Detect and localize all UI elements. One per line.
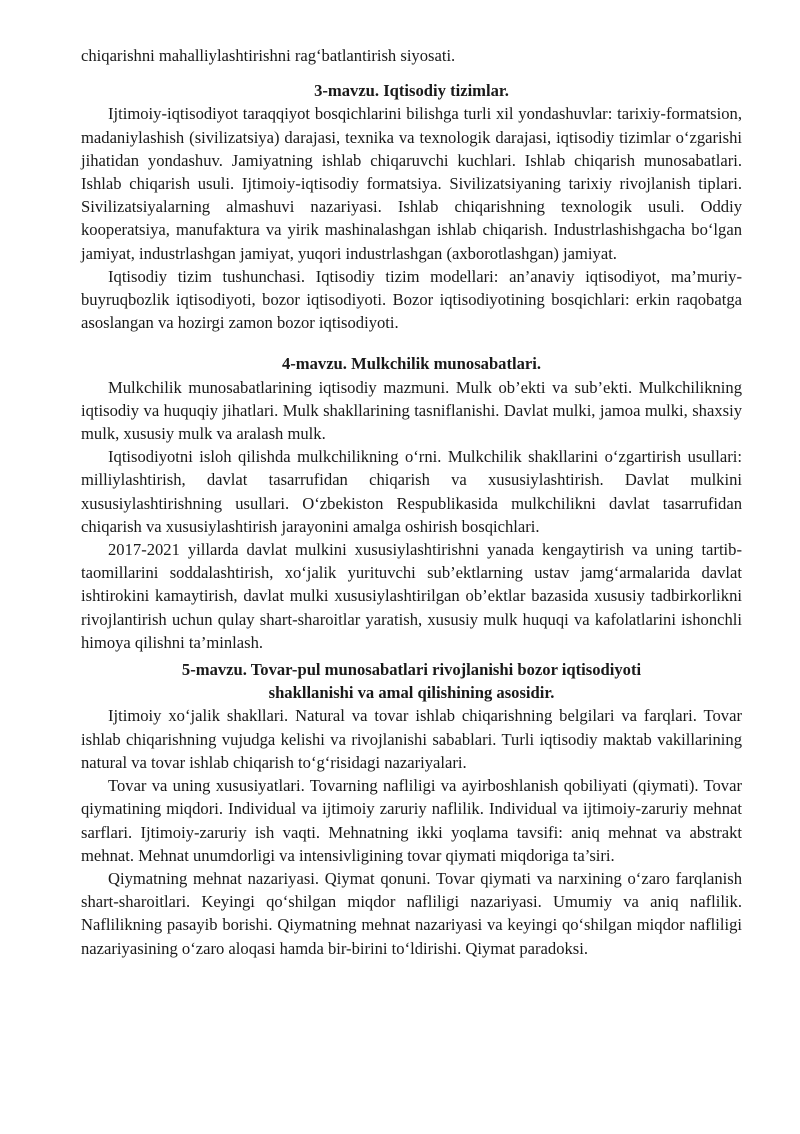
section-4-title: 4-mavzu. Mulkchilik munosabatlari. xyxy=(281,354,542,374)
section-5-title-line-1: 5-mavzu. Tovar-pul munosabatlari rivojlanishi bozor iqtisodiyoti xyxy=(181,660,642,680)
section-3-paragraph-2: Iqtisodiy tizim tushunchasi. Iqtisodiy tizim modellari: an’anaviy iqtisodiyot, ma’muriy-buyruqbozlik iqtisodiyoti, bozor iqtisodiyoti. Bozor iqtisodiyotining bosqichlari: erkin raqobatga asoslangan va hozirgi zamon bozor iqtisodiyoti. xyxy=(81,266,742,333)
section-5-title xyxy=(81,658,742,704)
section-4-paragraph-3: 2017-2021 yillarda davlat mulkini xususiylashtirishni yanada kengaytirish va uning tartib-taomillarini soddalashtirish, xo‘jalik yurituvchi sub’ektlarning ustav jamg‘armalarida davlat ishtirokini kamaytirish, davlat mulki xususiylashtirilgan ob’ektlar bazasida xususiy tadbirkorlikni rivojlantirish uchun qulay shart-sharoitlar yaratish, xususiy mulk huquqi va kafolatlarini ishonchli himoya qilishni ta’minlash. xyxy=(81,540,742,652)
section-5-paragraph-3: Qiymatning mehnat nazariyasi. Qiymat qonuni. Tovar qiymati va narxining o‘zaro farqlanish shart-sharoitlari. Keyingi qo‘shilgan miqdor nafliligi nazariyasi. Umumiy va aniq naflilik. Naflilikning pasayib borishi. Qiymatning mehnat nazariyasi va keyingi qo‘shilgan miqdor nafliligi nazariyasining o‘zaro aloqasi hamda bir-birini to‘ldirishi. Qiymat paradoksi. xyxy=(81,868,742,958)
section-3-title: 3-mavzu. Iqtisodiy tizimlar. xyxy=(314,81,509,101)
section-5-paragraph-2: Tovar va uning xususiyatlari. Tovarning nafliligi va ayirboshlanish qobiliyati (qiymati). Tovar qiymatining miqdori. Individual va ijtimoiy zaruriy naflilik. Individual va ijtimoiy-zaruriy mehnat sarflari. Ijtimoiy-zaruriy ish vaqti. Mehnatning ikki yoqlama tavsifi: aniq mehnat va abstrakt mehnat. Mehnat unumdorligi va intensivligining tovar qiymati miqdoriga ta’siri. xyxy=(81,776,742,865)
section-3-paragraph-1: Ijtimoiy-iqtisodiyot taraqqiyot bosqichlarini bilishga turli xil yondashuvlar: tarixiy-formatsion, madaniylashish (sivilizatsiya) darajasi, texnika va texnologik darajasi, iqtisodiy tizimlar o‘zgarishi jihatidan yondashuv. Jamiyatning ishlab chiqaruvchi kuchlari. Ishlab chiqarish munosabatlari. Ishlab chiqarish usuli. Ijtimoiy-iqtisodiy formatsiya. Sivilizatsiyaning tarixiy rivojlanish tiplari. Sivilizatsiyalarning almashuvi nazariyasi. Ishlab chiqarishning texnologik usuli. Oddiy kooperatsiya, manufaktura va yirik mashinalashgan ishlab chiqarish. Industrlashishgacha bo‘lgan jamiyat, industrlashgan jamiyat, yuqori industrlashgan (axborotlashgan) jamiyat. xyxy=(81,104,742,263)
intro-line: chiqarishni mahalliylashtirishni rag‘batlantirish siyosati. xyxy=(81,46,456,65)
section-5-title-line-2: shakllanishi va amal qilishining asosidir. xyxy=(268,683,555,703)
section-4-paragraph-2: Iqtisodiyotni isloh qilishda mulkchilikning o‘rni. Mulkchilik shakllarini o‘zgartirish usullari: milliylashtirish, davlat tasarrufidan chiqarish va xususiylashtirish. Davlat mulkini xususiylashtirishning usullari. O‘zbekiston Respublikasida mulkchilikni davlat tasarrufidan chiqarish va xususiylashtirish jarayonini amalga oshirish bosqichlari. xyxy=(81,447,742,536)
section-5-paragraph-1: Ijtimoiy xo‘jalik shakllari. Natural va tovar ishlab chiqarishning belgilari va farqlari. Tovar ishlab chiqarishning vujudga kelishi va rivojlanishi sabablari. Turli iqtisodiy maktab vakillarining natural va tovar ishlab chiqarish to‘g‘risidagi nazariyalari. xyxy=(81,706,742,772)
section-4-paragraph-1: Mulkchilik munosabatlarining iqtisodiy mazmuni. Mulk ob’ekti va sub’ekti. Mulkchilikning iqtisodiy va huquqiy jihatlari. Mulk shakllarining tasniflanishi. Davlat mulki, jamoa mulki, shaxsiy mulk, xususiy mulk va aralash mulk. xyxy=(81,377,742,444)
